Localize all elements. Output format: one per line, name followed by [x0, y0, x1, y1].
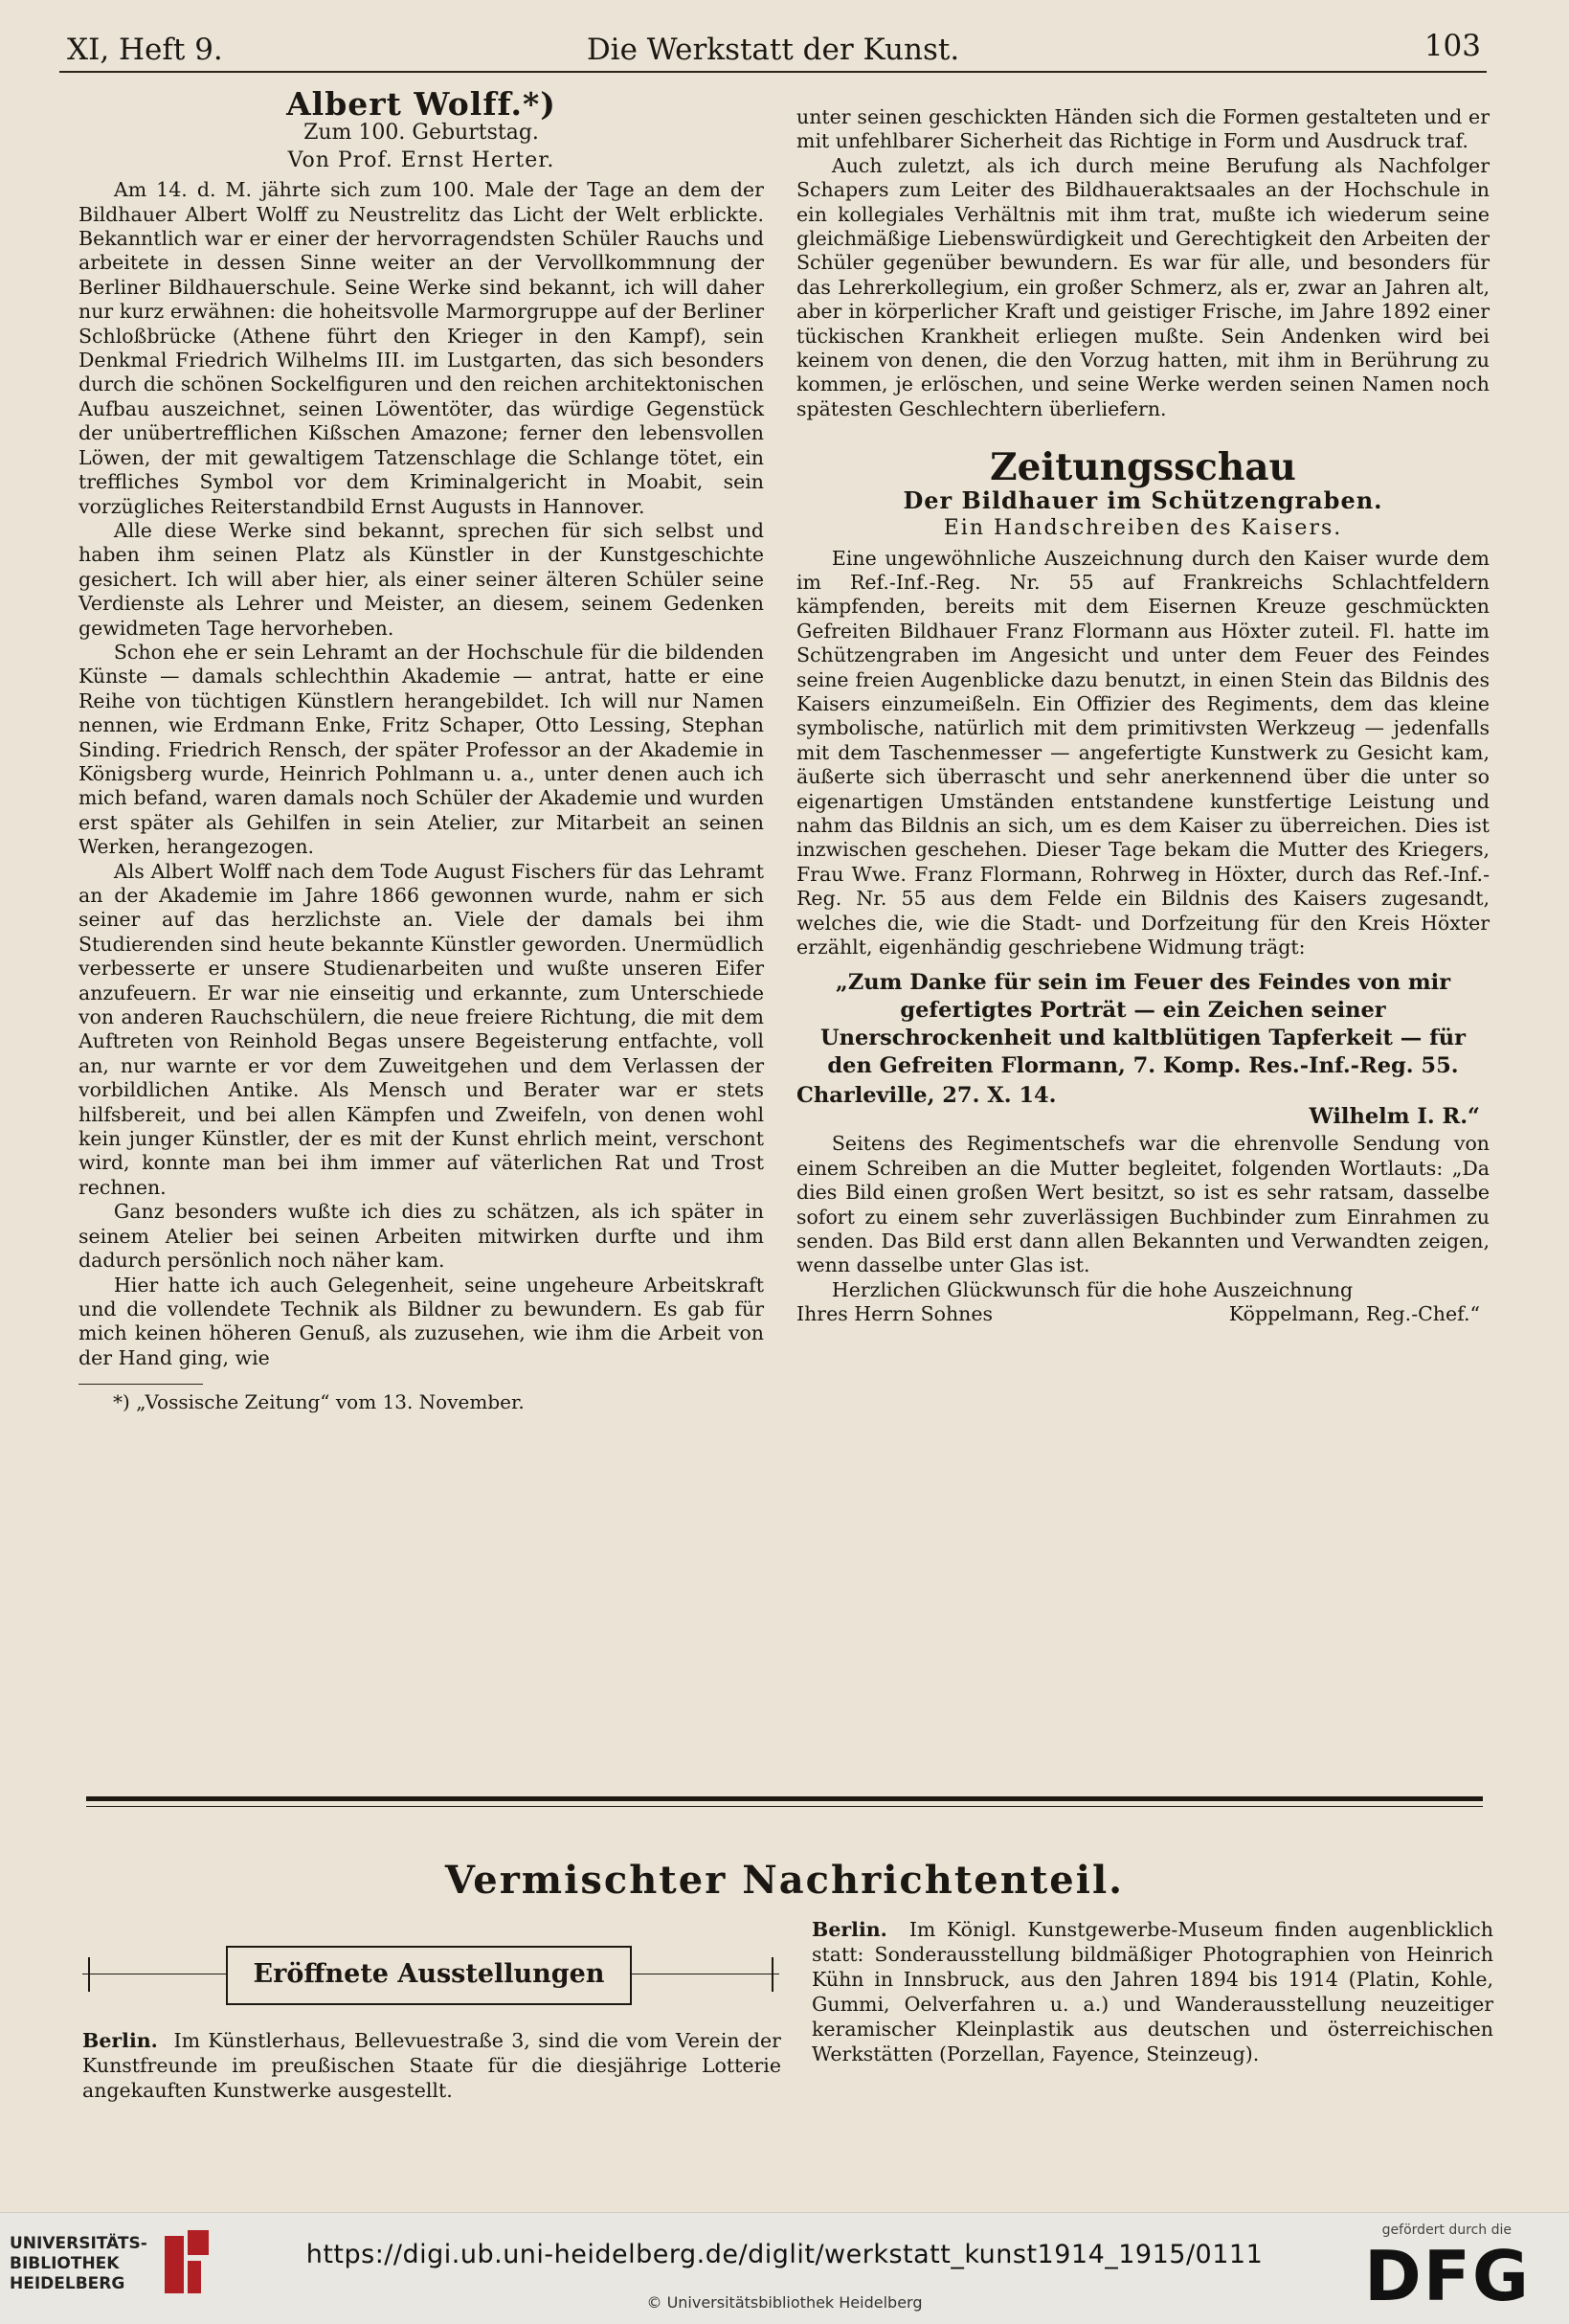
news-headline: Der Bildhauer im Schützengraben. — [903, 485, 1383, 514]
article-continuation: unter seinen geschickten Händen sich die Formen gestalteten und er mit unfehlbarer Sicherheit das Richtige in Form und Ausdruck traf. — [796, 105, 1490, 153]
dfg-logo[interactable]: DFG — [1363, 2236, 1531, 2316]
page-header — [59, 29, 1487, 73]
exhibitions-heading-box — [82, 1940, 779, 2009]
entry-text: Im Königl. Kunstgewerbe-Museum finden augenblicklich statt: Sonderausstellung bildmäßiger Photographien von Heinrich Kühn in Innsbruck, aus den Jahren 1894 bis 1914 (Platin, Kohle, Gummi, Oelverfahren u. a.) und Wanderausstellung neuzeitiger keramischer Kleinplastik aus deutschen und österreichischen Werkstätten (Porzellan, Fayence, Steinzeug). — [812, 1918, 1493, 2065]
exhibitions-label: Eröffnete Ausstellungen — [226, 1946, 632, 2005]
copyright-notice: © Universitätsbibliothek Heidelberg — [646, 2293, 923, 2312]
funding-note: gefördert durch die — [1381, 2222, 1512, 2238]
closing-greeting: Herzlichen Glückwunsch für die hohe Auszeichnung — [831, 1277, 1354, 1301]
closing-left: Ihres Herrn Sohnes — [796, 1302, 994, 1326]
left-column — [78, 85, 764, 1415]
exhibition-entry-right — [812, 1917, 1493, 2066]
closing-row — [796, 1302, 1490, 1329]
right-column — [796, 105, 1490, 1329]
news-subheadline: Ein Handschreiben des Kaisers. — [943, 516, 1343, 541]
kaiser-dedication-quote: „Zum Danke für sein im Feuer des Feindes von mir gefertigtes Porträt — ein Zeichen seiner Unerschrockenheit und kaltblütigen Tapferkeit — für den Gefreiten Flormann, 7. Komp. Res.-Inf.-Reg. 55. — [819, 970, 1466, 1079]
library-name-line: BIBLIOTHEK — [10, 2254, 120, 2273]
footnote: *) „Vossische Zeitung“ vom 13. November. — [113, 1390, 525, 1414]
library-name-line: HEIDELBERG — [10, 2274, 125, 2293]
article-subtitle: Zum 100. Geburtstag. — [303, 121, 539, 146]
article-paragraph: Hier hatte ich auch Gelegenheit, seine ungeheure Arbeitskraft und die vollendete Technik als Bildner zu bewundern. Es gab für mich keinen höheren Genuß, als zuzusehen, wie ihm die Arbeit von der Hand ging, wie — [78, 1273, 764, 1369]
section-divider — [86, 1796, 1483, 1801]
library-name-line: UNIVERSITÄTS- — [10, 2234, 147, 2253]
box-tick-left — [88, 1957, 90, 1992]
box-tick-right — [772, 1957, 773, 1992]
news-paragraph: Seitens des Regimentschefs war die ehrenvolle Sendung von einem Schreiben an die Mutter begleitet, folgenden Wortlauts: „Da dies Bild einen großen Wert besitzt, so ist es sehr ratsam, dasselbe sofort zu einem sehr zuverlässigen Buchbinder zum Einrahmen zu senden. Das Bild erst dann allen Bekannten und Verwandten zeigen, wenn dasselbe unter Glas ist. — [796, 1132, 1490, 1277]
news-paragraph: Eine ungewöhnliche Auszeichnung durch den Kaiser wurde dem im Ref.-Inf.-Reg. Nr. 55 auf Frankreichs Schlachtfeldern kämpfenden, bereits mit dem Eisernen Kreuze geschmückten Gefreiten Bildhauer Franz Flormann aus Höxter zuteil. Fl. hatte im Schützengraben im Angesicht und unter dem Feuer des Feindes seine freien Augenblicke dazu benutzt, in einen Stein das Bildnis des Kaisers einzumeißeln. Ein Offizier des Regiments, dem das kleine symbolische, natürlich mit dem primitivsten Werkzeug — jedenfalls mit dem Taschenmesser — angefertigte Kunstwerk zu Gesicht kam, äußerte sich überrascht und sehr anerkennend über die unter so eigenartigen Umständen entstandene kunstfertige Leistung und nahm das Bildnis an sich, um es dem Kaiser zu überreichen. Dies ist inzwischen geschehen. Dieser Tage bekam die Mutter des Kriegers, Frau Wwe. Franz Flormann, Rohrweg in Höxter, durch das Ref.-Inf.-Reg. Nr. 55 aus dem Felde ein Bildnis des Kaisers zugesandt, welches die, wie die Stadt- und Dorfzeitung für den Kreis Höxter erzählt, eigenhändig geschriebene Widmung trägt: — [796, 546, 1490, 959]
article-author: Von Prof. Ernst Herter. — [287, 147, 555, 172]
closing-right: Köppelmann, Reg.-Chef.“ — [1228, 1302, 1480, 1326]
dedication-signature: Wilhelm I. R.“ — [1309, 1104, 1480, 1130]
footnote-divider — [78, 1384, 203, 1385]
dedication-signature-row — [796, 1083, 1490, 1130]
viewer-footer — [0, 2212, 1569, 2324]
article-paragraph: Schon ehe er sein Lehramt an der Hochschule für die bildenden Künste — damals schlechthin Akademie — antrat, hatte er eine Reihe von tüchtigen Künstlern herangebildet. Ich will nur Namen nennen, wie Erdmann Enke, Fritz Schaper, Otto Lessing, Stephan Sinding. Friedrich Rensch, der später Professor an der Akademie in Königsberg wurde, Heinrich Pohlmann u. a., unter denen auch ich mich befand, waren damals noch Schüler der Akademie und wurden erst später als Gehilfen in sein Atelier, zur Mitarbeit an seinen Werken, herangezogen. — [78, 640, 764, 859]
dedication-place-date: Charleville, 27. X. 14. — [796, 1083, 1057, 1109]
section-title-zeitungsschau: Zeitungsschau — [990, 445, 1296, 490]
permalink-url[interactable]: https://digi.ub.uni-heidelberg.de/diglit/werkstatt_kunst1914_1915/0111 — [305, 2240, 1264, 2269]
section-divider-thin — [86, 1806, 1483, 1807]
article-paragraph: Als Albert Wolff nach dem Tode August Fischers für das Lehramt an der Akademie im Jahre 1866 gewonnen wurde, nahm er sich seiner auf das herzlichste an. Viele der damals bei ihm Studierenden sind heute bekannte Künstler geworden. Unermüdlich verbesserte er unsere Studienarbeiten und wußte unseren Eifer anzufeuern. Er war nie einseitig und erkannte, zum Unterschiede von anderen Rauchschülern, die neue freiere Richtung, die mit dem Auftreten von Reinhold Begas unsere Begeisterung entfachte, voll an, nur warnte er vor dem Zuweitgehen und dem Verlassen der vorbildlichen Antike. Als Mensch und Berater war er stets hilfsbereit, und bei allen Kämpfen und Zweifeln, von denen wohl kein junger Künstler, der es mit der Kunst ehrlich meint, verschont wird, konnte man bei ihm immer auf väterlichen Rat und Trost rechnen. — [78, 859, 764, 1199]
issue-label: XI, Heft 9. — [67, 33, 223, 67]
section-title-vermischter: Vermischter Nachrichtenteil. — [444, 1858, 1125, 1903]
entry-lead: Berlin. — [812, 1918, 887, 1941]
journal-title: Die Werkstatt der Kunst. — [586, 33, 960, 67]
entry-text: Im Künstlerhaus, Bellevuestraße 3, sind die vom Verein der Kunstfreunde im preußischen Staate für die diesjährige Lotterie angekauften Kunstwerke ausgestellt. — [82, 2029, 781, 2102]
article-paragraph: Ganz besonders wußte ich dies zu schätzen, als ich später in seinem Atelier bei seinen Arbeiten mitwirken durfte und ihm dadurch persönlich noch näher kam. — [78, 1200, 764, 1273]
article-paragraph: Am 14. d. M. jährte sich zum 100. Male der Tage an dem der Bildhauer Albert Wolff zu Neustrelitz das Licht der Welt erblickte. Bekanntlich war er einer der hervorragendsten Schüler Rauchs und arbeitete in dessen Sinne weiter an der Vervollkommnung der Berliner Bildhauerschule. Seine Werke sind bekannt, ich will daher nur kurz erwähnen: die hoheitsvolle Marmorgruppe auf der Berliner Schloßbrücke (Athene führt den Krieger in den Kampf), sein Denkmal Friedrich Wilhelms III. im Lustgarten, das sich besonders durch die schönen Sockelfiguren und den reichen architektonischen Aufbau auszeichnet, seinen Löwentöter, das würdige Gegenstück der unübertrefflichen Kißschen Amazone; ferner den lebensvollen Löwen, der mit gewaltigem Tatzenschlage die Schlange tötet, ein treffliches Symbol vor dem Kriminalgericht in Moabit, sein vorzügliches Reiterstandbild Ernst Augusts in Hannover. — [78, 178, 764, 518]
exhibition-entry-left — [82, 2028, 781, 2103]
entry-lead: Berlin. — [82, 2029, 158, 2052]
article-paragraph: Alle diese Werke sind bekannt, sprechen für sich selbst und haben ihm seinen Platz als Künstler in der Kunstgeschichte gesichert. Ich will aber hier, als einer seiner älteren Schüler seine Verdienste als Lehrer und Meister, an diesem, seinem Gedenken gewidmeten Tage hervorheben. — [78, 518, 764, 640]
page-number: 103 — [1423, 29, 1481, 63]
article-title: Albert Wolff.*) — [286, 85, 556, 123]
article-continuation: Auch zuletzt, als ich durch meine Berufung als Nachfolger Schapers zum Leiter des Bildhaueraktsaales an der Hochschule in ein kollegiales Verhältnis mit ihm trat, mußte ich wiederum seine gleichmäßige Liebenswürdigkeit und Gerechtigkeit den Arbeiten der Schüler gegenüber bewundern. Es war für alle, und besonders für das Lehrerkollegium, ein großer Schmerz, als er, zwar an Jahren alt, aber in körperlicher Kraft und geistiger Frische, im Jahre 1892 einer tückischen Krankheit erliegen mußte. Sein Andenken wird bei keinem von denen, die den Vorzug hatten, mit ihm in Berührung zu kommen, je erlöschen, und seine Werke werden seinen Namen noch spätesten Geschlechtern überliefern. — [796, 153, 1490, 420]
